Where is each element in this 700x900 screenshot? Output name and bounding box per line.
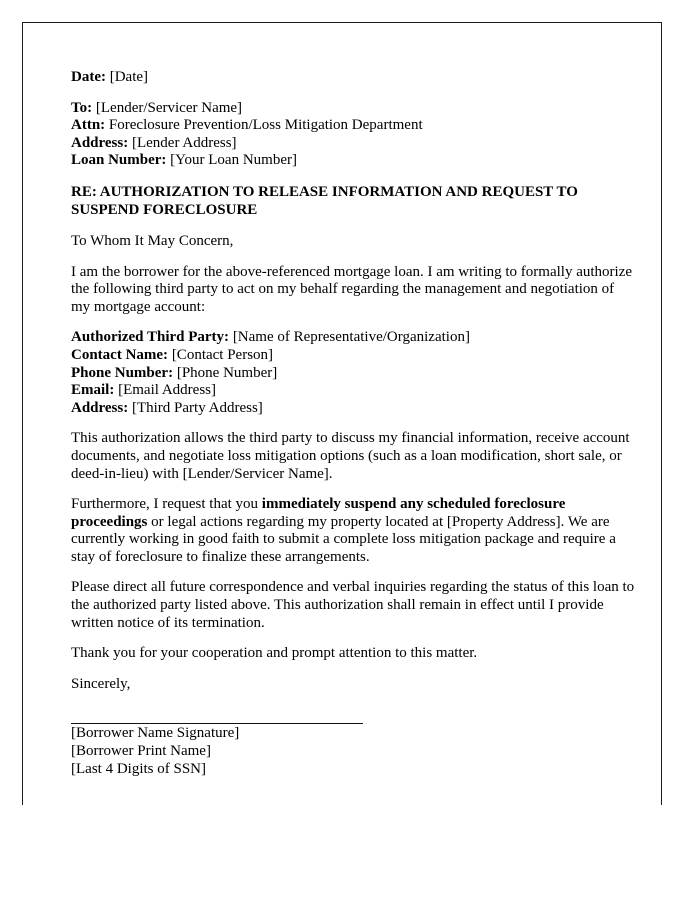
phone-number-field <box>71 365 637 383</box>
authorized-third-party-field <box>71 329 637 347</box>
third-party-block <box>71 329 637 417</box>
date-label: Date: <box>71 69 106 85</box>
date-value: [Date] <box>105 69 149 85</box>
closing: Sincerely, <box>71 675 131 692</box>
recipient-address-label: Address: <box>71 134 129 151</box>
signature-line-ssn-last4: [Last 4 Digits of SSN] <box>71 760 206 777</box>
recipient-attn-label: Attn: <box>71 117 106 134</box>
third-party-address-field <box>71 400 637 418</box>
suspend-paragraph-tail: or legal actions regarding my property located at [Property Address]. We are currently working in good faith to submit a complete loss mitigation package and require a stay of foreclosure to finalize these arrangements. <box>71 513 616 565</box>
suspend-paragraph-lead: Furthermore, I request that you <box>71 496 262 513</box>
email-field <box>71 382 637 400</box>
signature-line-borrower-signature: [Borrower Name Signature] <box>71 725 240 742</box>
loan-number-label: Loan Number: <box>71 152 167 169</box>
signature-block <box>71 725 637 778</box>
loan-number-field <box>71 152 637 170</box>
subject-heading: RE: AUTHORIZATION TO RELEASE INFORMATION AND REQUEST TO SUSPEND FORECLOSURE <box>71 183 578 219</box>
salutation: To Whom It May Concern, <box>71 232 234 249</box>
recipient-address-field <box>71 135 637 153</box>
intro-paragraph: I am the borrower for the above-referenced mortgage loan. I am writing to formally authorize the following third party to act on my behalf regarding the management and negotiation of my mortgage account: <box>71 263 633 315</box>
document-page-frame <box>22 22 662 805</box>
phone-number-label: Phone Number: <box>71 364 174 381</box>
authorization-paragraph: This authorization allows the third party to discuss my financial information, receive account documents, and negotiate loss mitigation options (such as a loan modification, short sale, or deed-in-lieu) with [Lender/Servicer Name]. <box>71 430 630 482</box>
recipient-attn-value: Foreclosure Prevention/Loss Mitigation Department <box>105 117 423 134</box>
phone-number-value: [Phone Number] <box>173 364 278 381</box>
signature-rule <box>71 723 363 724</box>
recipient-attn-field <box>71 117 637 135</box>
correspondence-paragraph: Please direct all future correspondence and verbal inquiries regarding the status of this loan to the authorized party listed above. This authorization shall remain in effect until I provide written notice of its termination. <box>71 579 635 631</box>
contact-name-label: Contact Name: <box>71 346 169 363</box>
loan-number-value: [Your Loan Number] <box>166 152 297 169</box>
contact-name-field <box>71 347 637 365</box>
date-field <box>71 69 637 87</box>
recipient-address-value: [Lender Address] <box>128 134 237 151</box>
recipient-to-label: To: <box>71 99 93 116</box>
email-value: [Email Address] <box>114 382 216 399</box>
contact-name-value: [Contact Person] <box>168 346 274 363</box>
thanks-paragraph: Thank you for your cooperation and prompt attention to this matter. <box>71 645 478 662</box>
authorized-third-party-label: Authorized Third Party: <box>71 329 230 346</box>
signature-line-borrower-print-name: [Borrower Print Name] <box>71 743 211 760</box>
authorized-third-party-value: [Name of Representative/Organization] <box>229 329 470 346</box>
email-label: Email: <box>71 382 115 399</box>
recipient-block <box>71 100 637 170</box>
third-party-address-label: Address: <box>71 399 129 416</box>
document-body <box>71 69 637 778</box>
recipient-to-value: [Lender/Servicer Name] <box>92 99 243 116</box>
recipient-to-field <box>71 100 637 118</box>
suspend-paragraph-emphasis: immediately suspend any scheduled foreclosure proceedings <box>71 496 566 530</box>
suspend-paragraph <box>71 496 637 566</box>
date-field-group <box>71 69 637 87</box>
third-party-address-value: [Third Party Address] <box>128 399 263 416</box>
